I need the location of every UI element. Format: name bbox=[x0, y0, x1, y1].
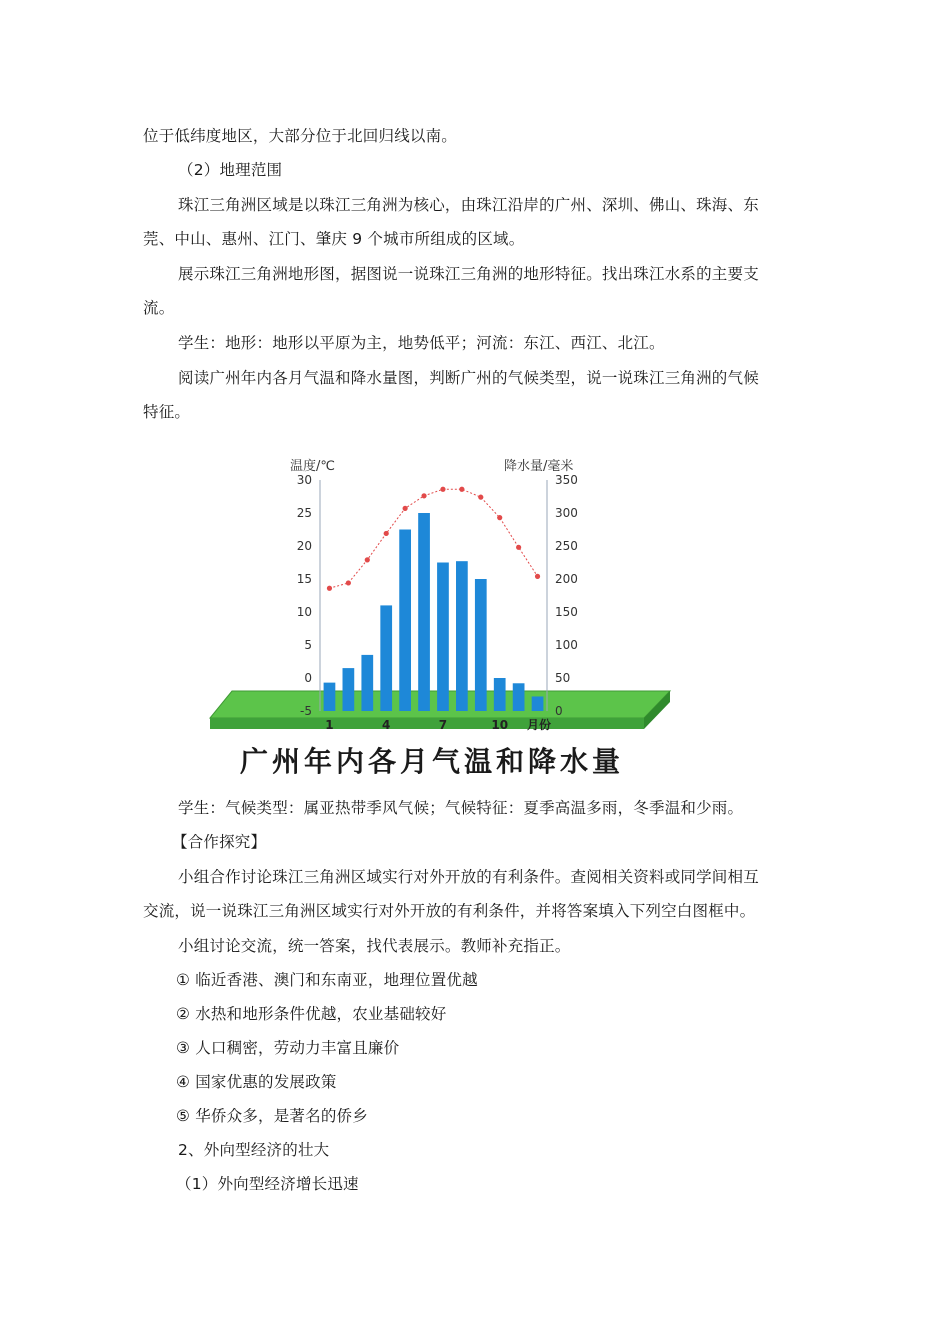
left-axis-title: 温度/℃ bbox=[290, 459, 335, 474]
right-tick-label: 250 bbox=[555, 539, 578, 553]
temperature-point bbox=[478, 495, 483, 500]
paragraph-latitude: 位于低纬度地区，大部分位于北回归线以南。 bbox=[143, 127, 458, 145]
left-tick-label: 15 bbox=[296, 572, 312, 586]
precipitation-bar bbox=[475, 579, 487, 711]
left-tick-label: 25 bbox=[296, 506, 312, 520]
right-tick-label: 200 bbox=[555, 572, 578, 586]
x-tick-label: 10 bbox=[491, 718, 509, 732]
subheading-geographic-scope: （2）地理范围 bbox=[178, 161, 283, 179]
precipitation-bar bbox=[494, 678, 506, 711]
paragraph-discussion-line1: 小组合作讨论珠江三角洲区域实行对外开放的有利条件。查阅相关资料或同学间相互 bbox=[178, 868, 759, 886]
precipitation-bar bbox=[324, 683, 336, 711]
precipitation-bar bbox=[361, 655, 373, 711]
list-item: ③ 人口稠密，劳动力丰富且廉价 bbox=[176, 1039, 400, 1057]
right-tick-label: 50 bbox=[555, 671, 571, 685]
left-tick-label: 30 bbox=[296, 473, 312, 487]
list-item: ⑤ 华侨众多，是著名的侨乡 bbox=[176, 1107, 368, 1125]
paragraph-terrain-line2: 流。 bbox=[143, 299, 175, 317]
precipitation-bar bbox=[399, 530, 411, 712]
temperature-point bbox=[421, 493, 426, 498]
temperature-point bbox=[384, 531, 389, 536]
paragraph-student-terrain: 学生：地形：地形以平原为主，地势低平；河流：东江、西江、北江。 bbox=[178, 334, 665, 352]
precipitation-bar bbox=[343, 668, 355, 711]
right-tick-label: 0 bbox=[555, 704, 563, 718]
precipitation-bar bbox=[532, 696, 544, 711]
x-tick-label: 7 bbox=[438, 718, 448, 732]
precipitation-bar bbox=[513, 683, 525, 711]
climate-chart-figure bbox=[182, 448, 682, 788]
paragraph-climate-line1: 阅读广州年内各月气温和降水量图，判断广州的气候类型，说一说珠江三角洲的气候 bbox=[178, 369, 759, 387]
paragraph-scope-line1: 珠江三角洲区域是以珠江三角洲为核心，由珠江沿岸的广州、深圳、佛山、珠海、东 bbox=[178, 196, 759, 214]
paragraph-climate-line2: 特征。 bbox=[143, 403, 191, 421]
temperature-point bbox=[403, 506, 408, 511]
left-tick-label: 0 bbox=[304, 671, 312, 685]
precipitation-bar bbox=[456, 561, 468, 711]
temperature-point bbox=[327, 586, 332, 591]
x-tick-label: 4 bbox=[382, 718, 391, 732]
temperature-point bbox=[497, 515, 502, 520]
left-tick-label: 20 bbox=[296, 539, 312, 553]
list-item: ① 临近香港、澳门和东南亚，地理位置优越 bbox=[176, 971, 478, 989]
heading-export-economy: 2、外向型经济的壮大 bbox=[178, 1141, 330, 1159]
precipitation-bar bbox=[418, 513, 430, 711]
paragraph-group-exchange: 小组讨论交流，统一答案，找代表展示。教师补充指正。 bbox=[178, 937, 571, 955]
temperature-point bbox=[535, 574, 540, 579]
precipitation-bar bbox=[380, 605, 392, 711]
paragraph-student-climate: 学生：气候类型：属亚热带季风气候；气候特征：夏季高温多雨，冬季温和少雨。 bbox=[178, 799, 744, 817]
climate-chart bbox=[182, 448, 682, 748]
list-item: ④ 国家优惠的发展政策 bbox=[176, 1073, 337, 1091]
temperature-point bbox=[440, 487, 445, 492]
precipitation-bar bbox=[437, 563, 449, 712]
chart-title: 广州年内各月气温和降水量 bbox=[239, 745, 624, 778]
left-tick-label: 5 bbox=[304, 638, 312, 652]
temperature-point bbox=[365, 557, 370, 562]
left-tick-label: -5 bbox=[300, 704, 312, 718]
base-slab-front bbox=[210, 718, 644, 729]
paragraph-terrain-line1: 展示珠江三角洲地形图，据图说一说珠江三角洲的地形特征。找出珠江水系的主要支 bbox=[178, 265, 759, 283]
temperature-point bbox=[346, 580, 351, 585]
section-heading-cooperative-inquiry: 【合作探究】 bbox=[172, 833, 267, 851]
right-tick-label: 350 bbox=[555, 473, 578, 487]
x-axis-title: 月份 bbox=[526, 718, 552, 732]
temperature-point bbox=[516, 545, 521, 550]
paragraph-scope-line2: 莞、中山、惠州、江门、肇庆 9 个城市所组成的区域。 bbox=[143, 230, 525, 248]
right-tick-label: 300 bbox=[555, 506, 578, 520]
subheading-rapid-growth: （1）外向型经济增长迅速 bbox=[176, 1175, 359, 1193]
list-item: ② 水热和地形条件优越，农业基础较好 bbox=[176, 1005, 447, 1023]
right-axis-title: 降水量/毫米 bbox=[504, 459, 574, 474]
left-tick-label: 10 bbox=[296, 605, 312, 619]
right-tick-label: 150 bbox=[555, 605, 578, 619]
paragraph-discussion-line2: 交流，说一说珠江三角洲区域实行对外开放的有利条件，并将答案填入下列空白图框中。 bbox=[143, 902, 756, 920]
x-tick-label: 1 bbox=[325, 718, 334, 732]
temperature-point bbox=[459, 487, 464, 492]
right-tick-label: 100 bbox=[555, 638, 578, 652]
temperature-line bbox=[329, 489, 537, 588]
